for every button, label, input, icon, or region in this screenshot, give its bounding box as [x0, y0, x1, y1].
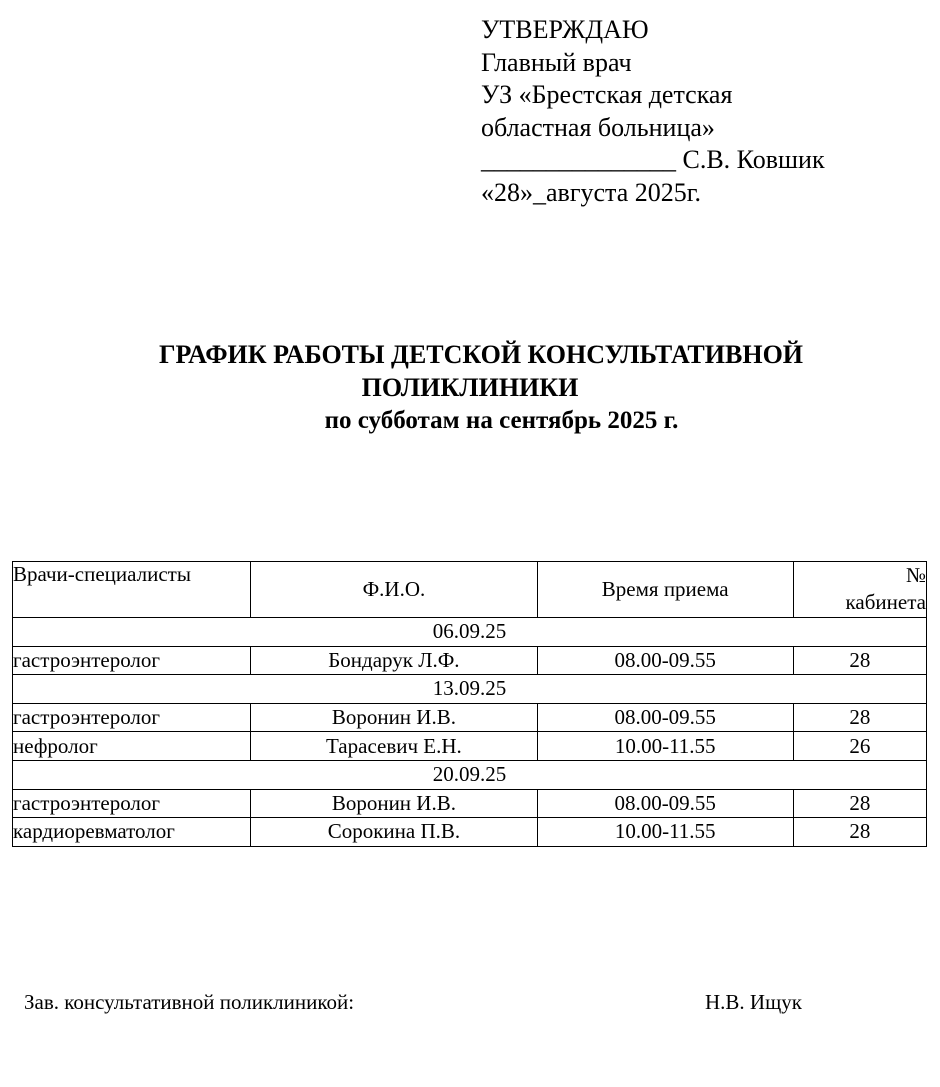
doctor-name-cell: Бондарук Л.Ф.	[251, 646, 537, 675]
approver-position: Главный врач	[481, 47, 632, 77]
table-row	[13, 703, 927, 732]
table-row	[13, 789, 927, 818]
table-row	[13, 818, 927, 847]
date-row	[13, 675, 927, 704]
specialty-cell: гастроэнтеролог	[13, 789, 251, 818]
time-cell: 08.00-09.55	[537, 703, 793, 732]
room-cell: 28	[793, 789, 926, 818]
approval-block	[481, 14, 825, 209]
institution-line-1: УЗ «Брестская детская	[481, 80, 733, 109]
doctor-name-cell: Тарасевич Е.Н.	[251, 732, 537, 761]
schedule-table	[12, 561, 927, 847]
room-cell: 28	[793, 703, 926, 732]
table-header-row	[13, 562, 927, 618]
header-time: Время приема	[537, 562, 793, 618]
date-cell: 06.09.25	[13, 618, 927, 647]
room-cell: 26	[793, 732, 926, 761]
date-row	[13, 760, 927, 789]
date-cell: 13.09.25	[13, 675, 927, 704]
header-room	[793, 562, 926, 618]
time-cell: 10.00-11.55	[537, 818, 793, 847]
signature-line: _______________ С.В. Ковшик	[481, 145, 825, 174]
table-row	[13, 732, 927, 761]
doctor-name-cell: Сорокина П.В.	[251, 818, 537, 847]
specialty-cell: кардиоревматолог	[13, 818, 251, 847]
specialty-cell: гастроэнтеролог	[13, 646, 251, 675]
title-subtitle: по субботам на сентябрь 2025 г.	[324, 407, 679, 434]
approval-date: «28»_августа 2025г.	[481, 177, 701, 207]
header-specialty: Врачи-специалисты	[13, 562, 251, 618]
time-cell: 10.00-11.55	[537, 732, 793, 761]
time-cell: 08.00-09.55	[537, 646, 793, 675]
specialty-cell: гастроэнтеролог	[13, 703, 251, 732]
title-line-2: ПОЛИКЛИНИКИ	[361, 373, 579, 402]
doctor-name-cell: Воронин И.В.	[251, 703, 537, 732]
date-row	[13, 618, 927, 647]
table-row	[13, 646, 927, 675]
time-cell: 08.00-09.55	[537, 789, 793, 818]
room-cell: 28	[793, 646, 926, 675]
date-cell: 20.09.25	[13, 760, 927, 789]
header-name: Ф.И.О.	[251, 562, 537, 618]
institution-line-2: областная больница»	[481, 112, 715, 142]
footer-signatory: Н.В. Ищук	[705, 990, 802, 1014]
room-cell: 28	[793, 818, 926, 847]
specialty-cell: нефролог	[13, 732, 251, 761]
approval-heading: УТВЕРЖДАЮ	[481, 15, 649, 44]
footer-position: Зав. консультативной поликлиникой:	[24, 990, 355, 1014]
doctor-name-cell: Воронин И.В.	[251, 789, 537, 818]
header-room-label: кабинета	[845, 590, 926, 614]
header-room-number-sign: №	[905, 563, 926, 587]
document-title	[0, 338, 940, 437]
title-line-1: ГРАФИК РАБОТЫ ДЕТСКОЙ КОНСУЛЬТАТИВНОЙ	[158, 340, 804, 369]
